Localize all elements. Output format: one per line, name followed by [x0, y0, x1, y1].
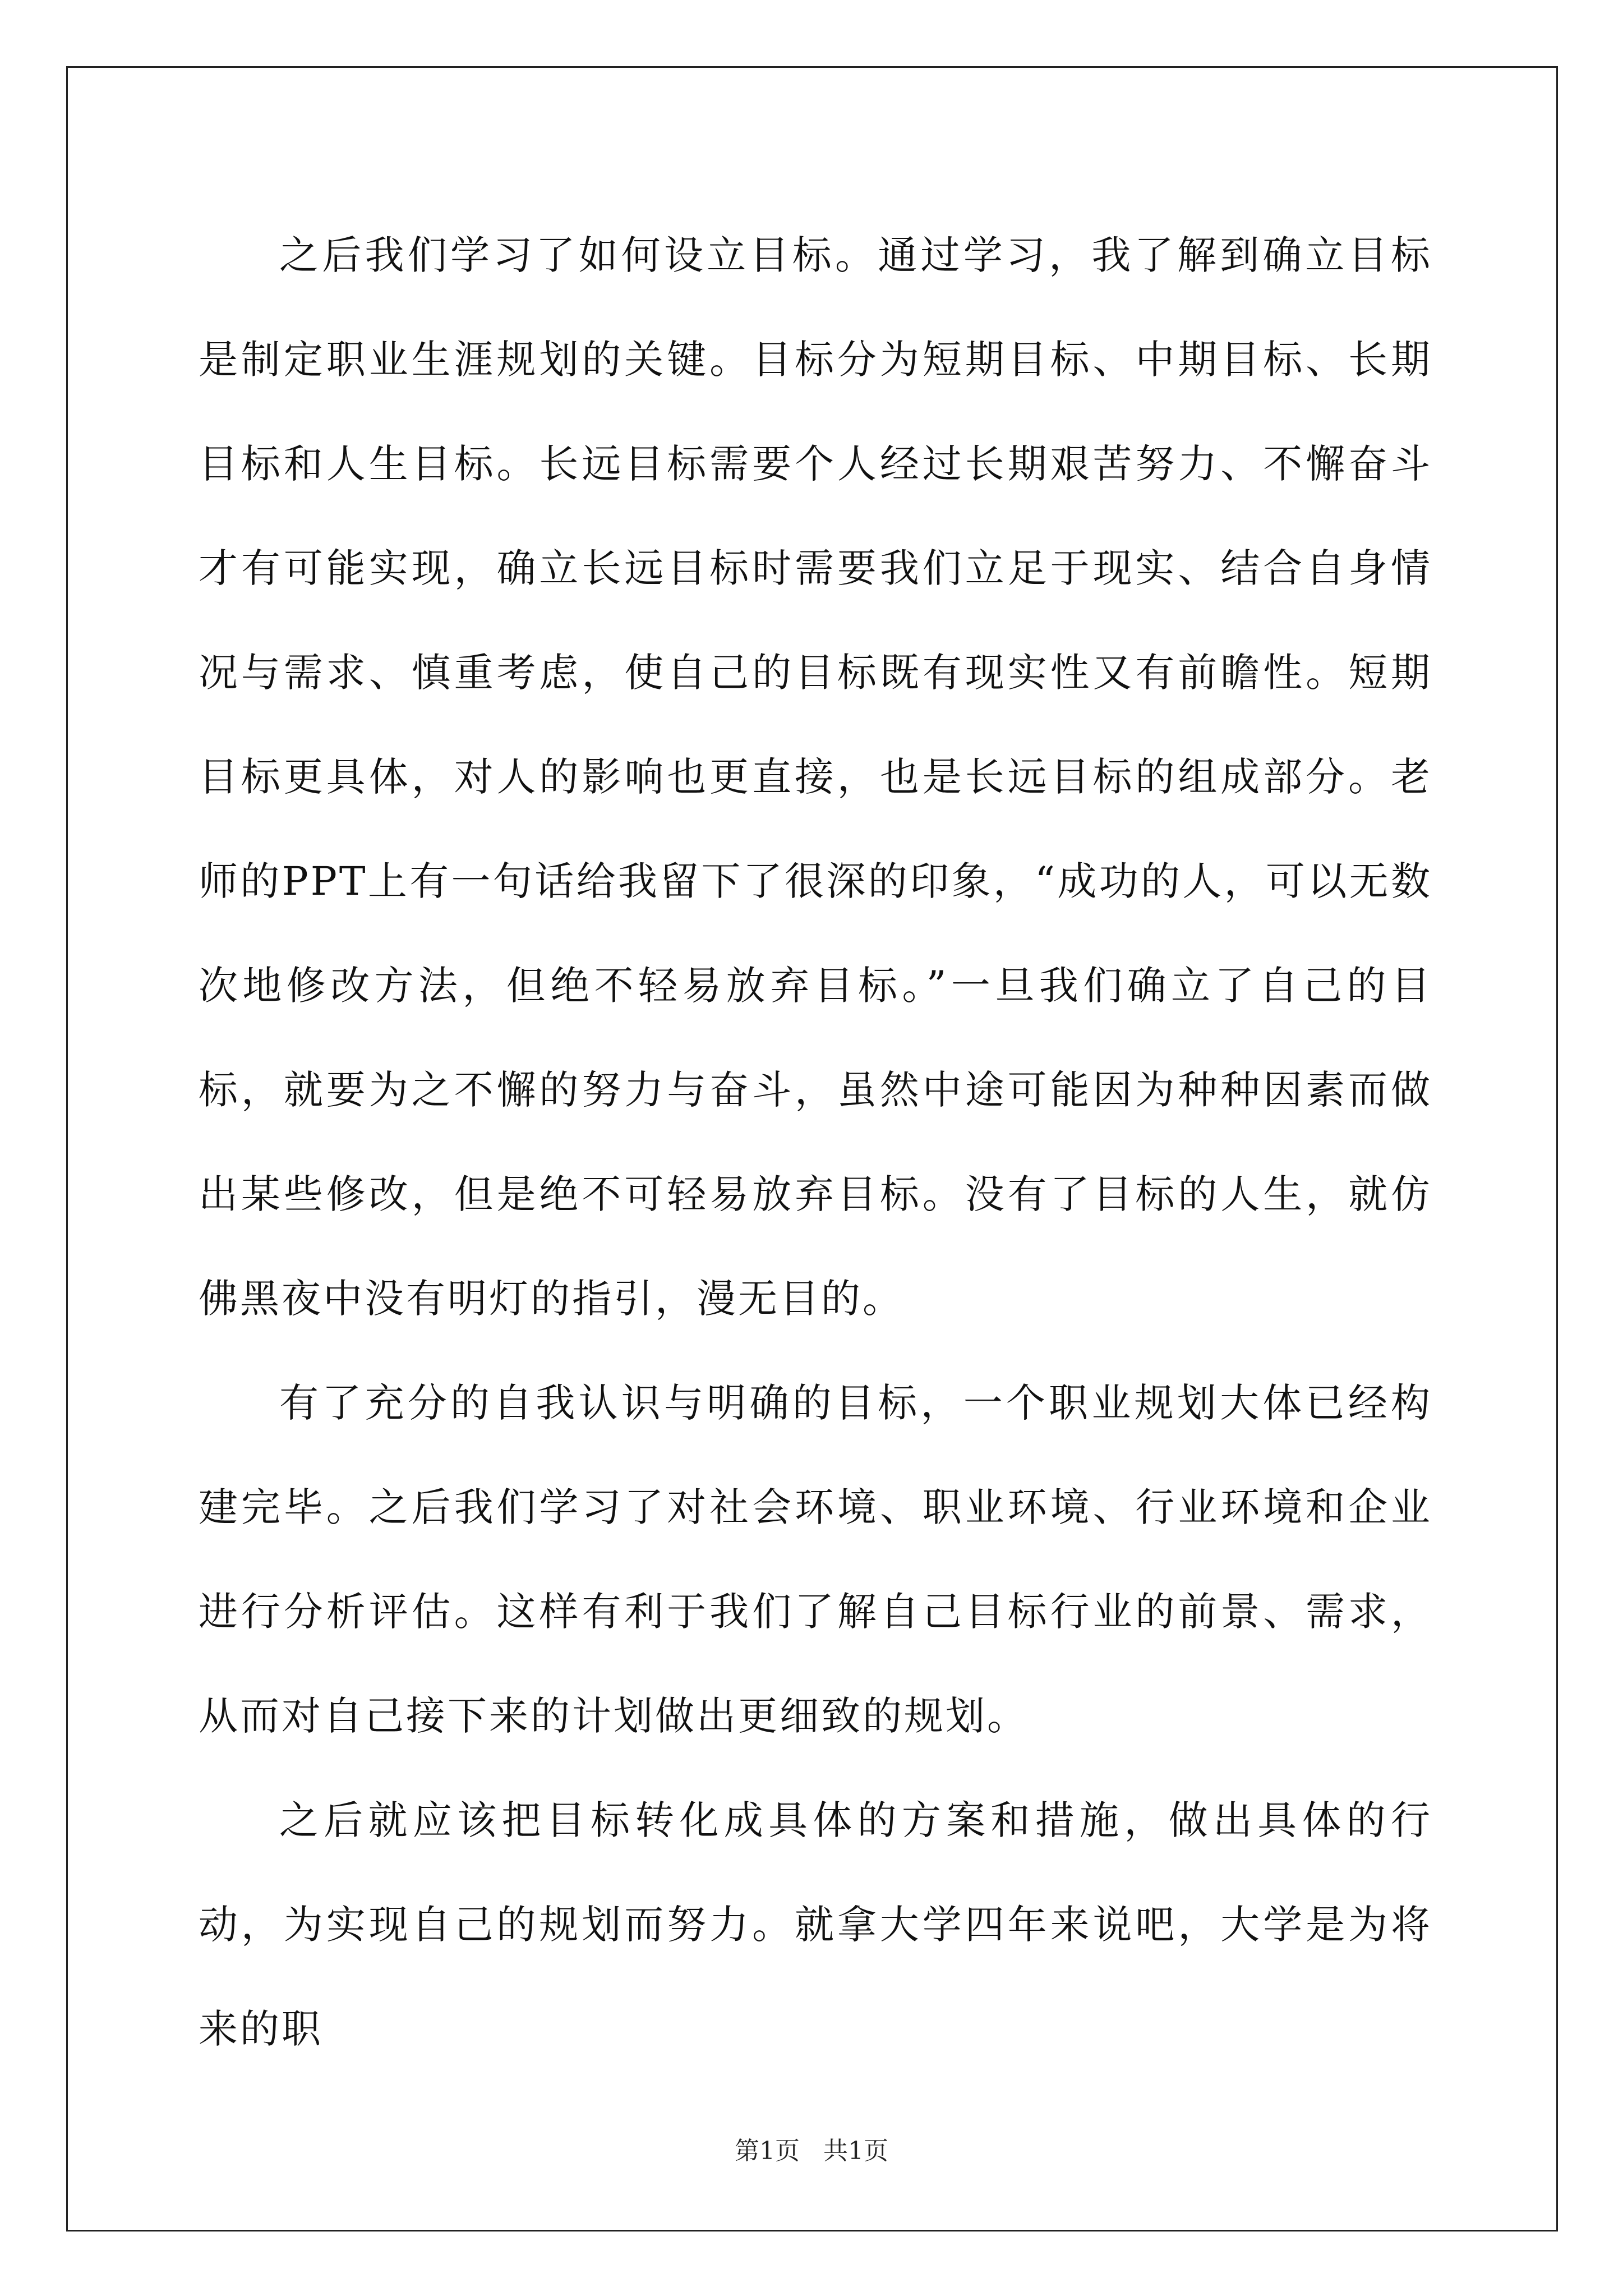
paragraph-action-plan: 之后就应该把目标转化成具体的方案和措施，做出具体的行动，为实现自己的规划而努力。就拿大学四年来说吧，大学是为将来的职	[199, 1797, 1432, 2052]
paragraph-environment-analysis: 有了充分的自我认识与明确的目标，一个职业规划大体已经构建完毕。之后我们学习了对社会环境、职业环境、行业环境和企业进行分析评估。这样有利于我们了解自己目标行业的前景、需求，从而对自己接下来的计划做出更细致的规划。	[199, 1380, 1432, 1739]
paragraph-goal-setting: 之后我们学习了如何设立目标。通过学习，我了解到确立目标是制定职业生涯规划的关键。目标分为短期目标、中期目标、长期目标和人生目标。长远目标需要个人经过长期艰苦努力、不懈奋斗才有可能实现，确立长远目标时需要我们立足于现实、结合自身情况与需求、慎重考虑，使自己的目标既有现实性又有前瞻性。短期目标更具体，对人的影响也更直接，也是长远目标的组成部分。老师的PPT上有一句话给我留下了很深的印象，“成功的人，可以无数次地修改方法，但绝不轻易放弃目标。”一旦我们确立了自己的目标，就要为之不懈的努力与奋斗，虽然中途可能因为种种因素而做出某些修改，但是绝不可轻易放弃目标。没有了目标的人生，就仿佛黑夜中没有明灯的指引，漫无目的。	[199, 232, 1432, 1322]
document-body	[199, 203, 1432, 2081]
page-number-footer: 第1页 共1页	[735, 2137, 888, 2165]
